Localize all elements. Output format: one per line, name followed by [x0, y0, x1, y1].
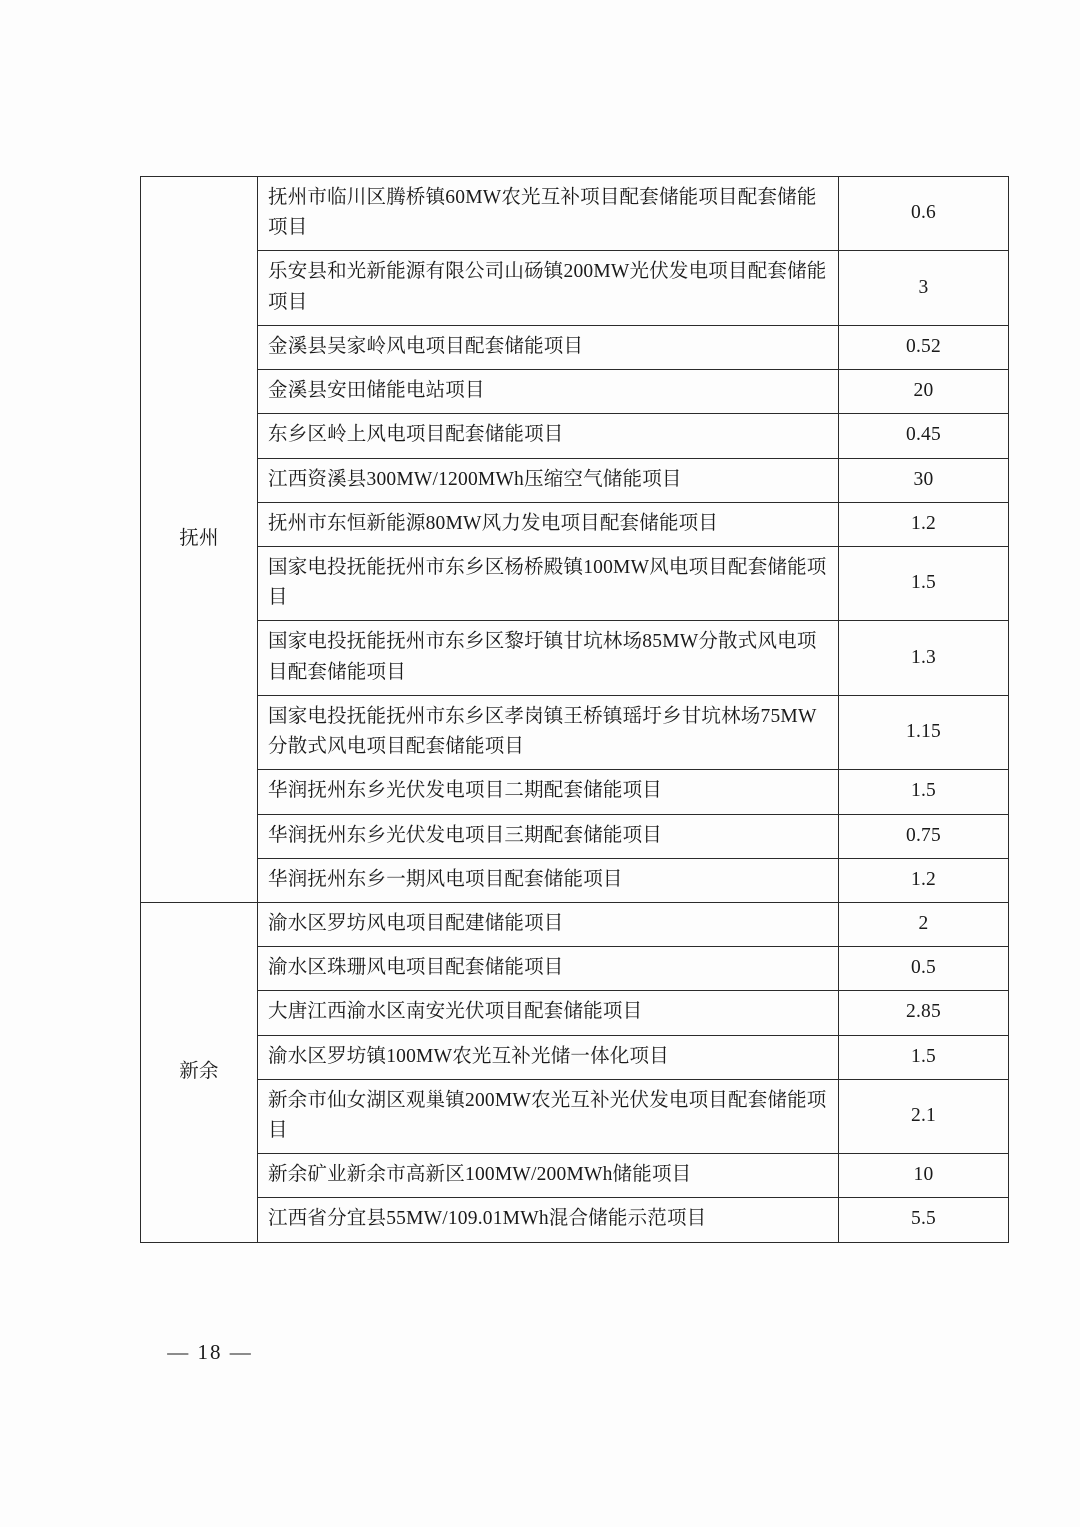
project-table	[140, 176, 1009, 1243]
table-row	[141, 502, 1009, 546]
table-row	[141, 1035, 1009, 1079]
table-row	[141, 621, 1009, 695]
project-capacity-cell: 0.5	[839, 947, 1009, 991]
table-row	[141, 902, 1009, 946]
table-row	[141, 814, 1009, 858]
table-row	[141, 858, 1009, 902]
project-name-cell: 乐安县和光新能源有限公司山砀镇200MW光伏发电项目配套储能项目	[258, 251, 839, 325]
project-name-cell: 东乡区岭上风电项目配套储能项目	[258, 414, 839, 458]
page-number: — 18 —	[167, 1340, 253, 1364]
table-row	[141, 695, 1009, 769]
project-name-cell: 渝水区罗坊镇100MW农光互补光储一体化项目	[258, 1035, 839, 1079]
project-capacity-cell: 20	[839, 370, 1009, 414]
region-cell: 抚州	[141, 177, 258, 903]
table-row	[141, 458, 1009, 502]
table-row	[141, 1198, 1009, 1242]
table-row	[141, 546, 1009, 620]
table-row	[141, 414, 1009, 458]
project-capacity-cell: 1.5	[839, 1035, 1009, 1079]
project-capacity-cell: 1.2	[839, 858, 1009, 902]
project-name-cell: 渝水区罗坊风电项目配建储能项目	[258, 902, 839, 946]
table-row	[141, 370, 1009, 414]
project-capacity-cell: 0.45	[839, 414, 1009, 458]
project-capacity-cell: 0.52	[839, 325, 1009, 369]
project-capacity-cell: 1.5	[839, 770, 1009, 814]
project-name-cell: 渝水区珠珊风电项目配套储能项目	[258, 947, 839, 991]
project-name-cell: 金溪县安田储能电站项目	[258, 370, 839, 414]
project-capacity-cell: 30	[839, 458, 1009, 502]
project-table-container	[140, 176, 945, 1243]
project-name-cell: 国家电投抚能抚州市东乡区黎圩镇甘坑林场85MW分散式风电项目配套储能项目	[258, 621, 839, 695]
project-capacity-cell: 1.5	[839, 546, 1009, 620]
table-row	[141, 1154, 1009, 1198]
project-capacity-cell: 3	[839, 251, 1009, 325]
project-capacity-cell: 0.6	[839, 177, 1009, 251]
project-name-cell: 华润抚州东乡光伏发电项目二期配套储能项目	[258, 770, 839, 814]
page-footer	[0, 1340, 1080, 1365]
region-cell: 新余	[141, 902, 258, 1242]
table-row	[141, 947, 1009, 991]
project-capacity-cell: 1.2	[839, 502, 1009, 546]
project-name-cell: 江西省分宜县55MW/109.01MWh混合储能示范项目	[258, 1198, 839, 1242]
table-row	[141, 1079, 1009, 1153]
project-capacity-cell: 1.15	[839, 695, 1009, 769]
project-name-cell: 抚州市临川区腾桥镇60MW农光互补项目配套储能项目配套储能项目	[258, 177, 839, 251]
project-capacity-cell: 2	[839, 902, 1009, 946]
project-capacity-cell: 1.3	[839, 621, 1009, 695]
project-name-cell: 国家电投抚能抚州市东乡区孝岗镇王桥镇瑶圩乡甘坑林场75MW分散式风电项目配套储能项目	[258, 695, 839, 769]
project-capacity-cell: 2.85	[839, 991, 1009, 1035]
table-row	[141, 770, 1009, 814]
project-capacity-cell: 0.75	[839, 814, 1009, 858]
project-name-cell: 国家电投抚能抚州市东乡区杨桥殿镇100MW风电项目配套储能项目	[258, 546, 839, 620]
project-capacity-cell: 2.1	[839, 1079, 1009, 1153]
project-name-cell: 大唐江西渝水区南安光伏项目配套储能项目	[258, 991, 839, 1035]
table-row	[141, 991, 1009, 1035]
project-capacity-cell: 10	[839, 1154, 1009, 1198]
project-name-cell: 金溪县吴家岭风电项目配套储能项目	[258, 325, 839, 369]
project-capacity-cell: 5.5	[839, 1198, 1009, 1242]
project-name-cell: 华润抚州东乡一期风电项目配套储能项目	[258, 858, 839, 902]
project-name-cell: 新余矿业新余市高新区100MW/200MWh储能项目	[258, 1154, 839, 1198]
project-name-cell: 新余市仙女湖区观巢镇200MW农光互补光伏发电项目配套储能项目	[258, 1079, 839, 1153]
table-row	[141, 177, 1009, 251]
table-row	[141, 325, 1009, 369]
project-name-cell: 华润抚州东乡光伏发电项目三期配套储能项目	[258, 814, 839, 858]
project-name-cell: 抚州市东恒新能源80MW风力发电项目配套储能项目	[258, 502, 839, 546]
table-row	[141, 251, 1009, 325]
project-name-cell: 江西资溪县300MW/1200MWh压缩空气储能项目	[258, 458, 839, 502]
